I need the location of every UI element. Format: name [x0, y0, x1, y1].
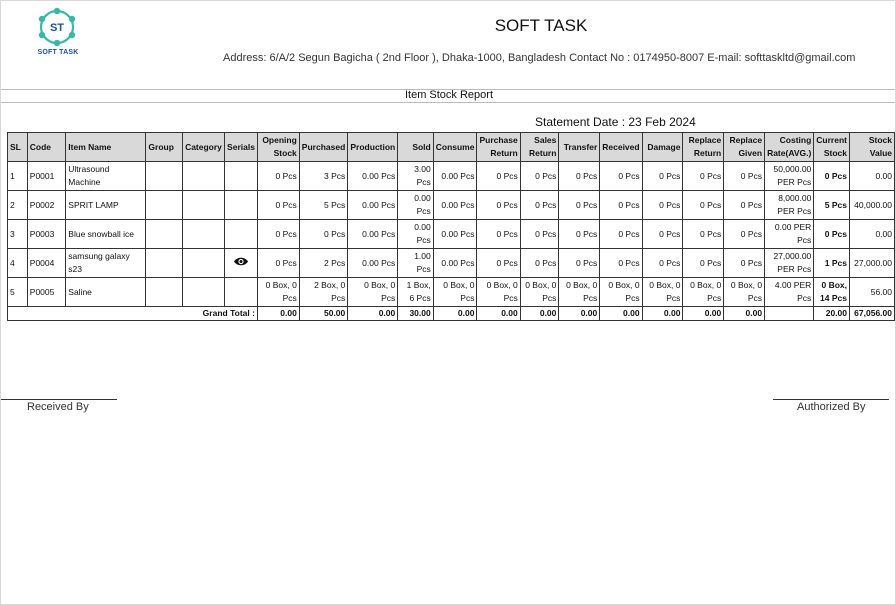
cell-replace-given: 0 Pcs [724, 249, 765, 278]
cell-production: 0.00 Pcs [348, 162, 398, 191]
col-stock-value: Stock Value [850, 133, 895, 162]
cell-serials [225, 220, 258, 249]
cell-item-name: SPRIT LAMP [66, 191, 146, 220]
cell-replace-return: 0 Pcs [683, 220, 724, 249]
cell-sold: 0.00 Pcs [398, 220, 433, 249]
report-header [1, 1, 895, 89]
col-received: Received [600, 133, 642, 162]
cell-consume: 0.00 Pcs [433, 191, 477, 220]
cell-sl: 1 [8, 162, 28, 191]
company-name: SOFT TASK [494, 16, 588, 35]
cell-received: 0 Pcs [600, 220, 642, 249]
cell-sl: 4 [8, 249, 28, 278]
col-purchased: Purchased [299, 133, 347, 162]
cell-purchase-return: 0 Pcs [477, 220, 520, 249]
col-opening-stock: Opening Stock [257, 133, 299, 162]
logo-mark: ST [49, 22, 65, 34]
cell-current-stock: 0 Box, 14 Pcs [814, 278, 850, 307]
grand-total-current-stock: 20.00 [814, 307, 850, 321]
cell-transfer: 0 Pcs [559, 191, 600, 220]
cell-costing-rate: 4.00 PER Pcs [765, 278, 814, 307]
cell-opening-stock: 0 Pcs [257, 191, 299, 220]
cell-opening-stock: 0 Box, 0 Pcs [257, 278, 299, 307]
cell-sold: 3.00 Pcs [398, 162, 433, 191]
cell-purchased: 3 Pcs [299, 162, 347, 191]
cell-consume: 0.00 Pcs [433, 249, 477, 278]
cell-replace-given: 0 Pcs [724, 220, 765, 249]
cell-stock-value: 40,000.00 [850, 191, 895, 220]
cell-category [183, 162, 225, 191]
received-by-line [1, 399, 117, 400]
cell-received: 0 Box, 0 Pcs [600, 278, 642, 307]
statement-date: Statement Date : 23 Feb 2024 [535, 115, 696, 129]
table-header-row [8, 133, 895, 162]
cell-production: 0.00 Pcs [348, 191, 398, 220]
cell-purchase-return: 0 Pcs [477, 249, 520, 278]
grand-total-costing-rate [765, 307, 814, 321]
table-row [8, 278, 895, 307]
cell-item-name: Blue snowball ice [66, 220, 146, 249]
grand-total-received: 0.00 [600, 307, 642, 321]
cell-opening-stock: 0 Pcs [257, 162, 299, 191]
grand-total-opening: 0.00 [257, 307, 299, 321]
cell-sold: 0.00 Pcs [398, 191, 433, 220]
col-current-stock: Current Stock [814, 133, 850, 162]
cell-production: 0 Box, 0 Pcs [348, 278, 398, 307]
cell-transfer: 0 Pcs [559, 249, 600, 278]
grand-total-sold: 30.00 [398, 307, 433, 321]
cell-stock-value: 0.00 [850, 220, 895, 249]
cell-sl: 5 [8, 278, 28, 307]
cell-sales-return: 0 Pcs [520, 249, 559, 278]
col-sl: SL [8, 133, 28, 162]
cell-stock-value: 0.00 [850, 162, 895, 191]
cell-purchased: 0 Pcs [299, 220, 347, 249]
cell-transfer: 0 Pcs [559, 220, 600, 249]
cell-item-name: Saline [66, 278, 146, 307]
cell-damage: 0 Pcs [642, 191, 683, 220]
cell-purchase-return: 0 Pcs [477, 162, 520, 191]
cell-consume: 0 Box, 0 Pcs [433, 278, 477, 307]
col-damage: Damage [642, 133, 683, 162]
cell-sl: 3 [8, 220, 28, 249]
cell-category [183, 278, 225, 307]
grand-total-purchase-return: 0.00 [477, 307, 520, 321]
company-address: Address: 6/A/2 Segun Bagicha ( 2nd Floor ), Dhaka-1000, Bangladesh Contact No : 0174950-8007 E-mail: softtaskltd@gmail.com [223, 52, 856, 64]
cell-sales-return: 0 Pcs [520, 220, 559, 249]
col-sold: Sold [398, 133, 433, 162]
cell-item-name: samsung galaxy s23 [66, 249, 146, 278]
cell-category [183, 220, 225, 249]
cell-group [146, 249, 183, 278]
report-title: Item Stock Report [404, 89, 494, 101]
cell-group [146, 220, 183, 249]
cell-serials [225, 278, 258, 307]
grand-total-consume: 0.00 [433, 307, 477, 321]
cell-item-name: Ultrasound Machine [66, 162, 146, 191]
cell-damage: 0 Pcs [642, 249, 683, 278]
cell-current-stock: 1 Pcs [814, 249, 850, 278]
col-sales-return: Sales Return [520, 133, 559, 162]
title-divider [1, 102, 895, 103]
cell-received: 0 Pcs [600, 249, 642, 278]
cell-sl: 2 [8, 191, 28, 220]
cell-consume: 0.00 Pcs [433, 162, 477, 191]
cell-damage: 0 Pcs [642, 162, 683, 191]
grand-total-damage: 0.00 [642, 307, 683, 321]
cell-costing-rate: 50,000.00 PER Pcs [765, 162, 814, 191]
cell-opening-stock: 0 Pcs [257, 220, 299, 249]
cell-transfer: 0 Box, 0 Pcs [559, 278, 600, 307]
cell-group [146, 191, 183, 220]
col-replace-given: Replace Given [724, 133, 765, 162]
grand-total-stock-value: 67,056.00 [850, 307, 895, 321]
cell-purchased: 2 Box, 0 Pcs [299, 278, 347, 307]
cell-purchase-return: 0 Box, 0 Pcs [477, 278, 520, 307]
cell-production: 0.00 Pcs [348, 220, 398, 249]
cell-current-stock: 0 Pcs [814, 162, 850, 191]
grand-total-sales-return: 0.00 [520, 307, 559, 321]
cell-costing-rate: 8,000.00 PER Pcs [765, 191, 814, 220]
cell-replace-given: 0 Pcs [724, 162, 765, 191]
cell-group [146, 278, 183, 307]
cell-received: 0 Pcs [600, 162, 642, 191]
cell-code: P0003 [27, 220, 66, 249]
cell-stock-value: 27,000.00 [850, 249, 895, 278]
grand-total-purchased: 50.00 [299, 307, 347, 321]
grand-total-label: Grand Total : [8, 307, 258, 321]
authorized-by-line [773, 399, 889, 400]
col-costing-rate: Costing Rate(AVG.) [765, 133, 814, 162]
cell-code: P0002 [27, 191, 66, 220]
grand-total-replace-return: 0.00 [683, 307, 724, 321]
cell-replace-given: 0 Pcs [724, 191, 765, 220]
stock-table [7, 132, 895, 321]
cell-received: 0 Pcs [600, 191, 642, 220]
cell-serials[interactable] [225, 249, 258, 278]
cell-sales-return: 0 Pcs [520, 162, 559, 191]
col-category: Category [183, 133, 225, 162]
cell-replace-return: 0 Pcs [683, 162, 724, 191]
cell-stock-value: 56.00 [850, 278, 895, 307]
cell-group [146, 162, 183, 191]
cell-serials [225, 191, 258, 220]
cell-sold: 1 Box, 6 Pcs [398, 278, 433, 307]
cell-category [183, 249, 225, 278]
cell-purchased: 5 Pcs [299, 191, 347, 220]
cell-damage: 0 Box, 0 Pcs [642, 278, 683, 307]
col-production: Production [348, 133, 398, 162]
col-serials: Serials [225, 133, 258, 162]
col-purchase-return: Purchase Return [477, 133, 520, 162]
col-replace-return: Replace Return [683, 133, 724, 162]
cell-opening-stock: 0 Pcs [257, 249, 299, 278]
grand-total-replace-given: 0.00 [724, 307, 765, 321]
table-row [8, 162, 895, 191]
col-item-name: Item Name [66, 133, 146, 162]
received-by-label: Received By [27, 401, 89, 413]
grand-total-transfer: 0.00 [559, 307, 600, 321]
cell-consume: 0.00 Pcs [433, 220, 477, 249]
cell-code: P0004 [27, 249, 66, 278]
cell-replace-return: 0 Box, 0 Pcs [683, 278, 724, 307]
cell-transfer: 0 Pcs [559, 162, 600, 191]
cell-costing-rate: 0.00 PER Pcs [765, 220, 814, 249]
cell-sales-return: 0 Box, 0 Pcs [520, 278, 559, 307]
eye-icon[interactable] [233, 256, 249, 267]
col-group: Group [146, 133, 183, 162]
cell-sales-return: 0 Pcs [520, 191, 559, 220]
cell-serials [225, 162, 258, 191]
cell-production: 0.00 Pcs [348, 249, 398, 278]
cell-code: P0005 [27, 278, 66, 307]
logo-text: SOFT TASK [37, 49, 79, 56]
cell-damage: 0 Pcs [642, 220, 683, 249]
authorized-by-label: Authorized By [797, 401, 866, 413]
col-transfer: Transfer [559, 133, 600, 162]
grand-total-row [8, 307, 895, 321]
cell-sold: 1.00 Pcs [398, 249, 433, 278]
cell-current-stock: 5 Pcs [814, 191, 850, 220]
col-consume: Consume [433, 133, 477, 162]
cell-purchase-return: 0 Pcs [477, 191, 520, 220]
grand-total-production: 0.00 [348, 307, 398, 321]
cell-category [183, 191, 225, 220]
table-row [8, 249, 895, 278]
cell-current-stock: 0 Pcs [814, 220, 850, 249]
col-code: Code [27, 133, 66, 162]
cell-replace-given: 0 Box, 0 Pcs [724, 278, 765, 307]
table-row [8, 191, 895, 220]
table-row [8, 220, 895, 249]
cell-costing-rate: 27,000.00 PER Pcs [765, 249, 814, 278]
cell-replace-return: 0 Pcs [683, 191, 724, 220]
cell-purchased: 2 Pcs [299, 249, 347, 278]
cell-replace-return: 0 Pcs [683, 249, 724, 278]
cell-code: P0001 [27, 162, 66, 191]
